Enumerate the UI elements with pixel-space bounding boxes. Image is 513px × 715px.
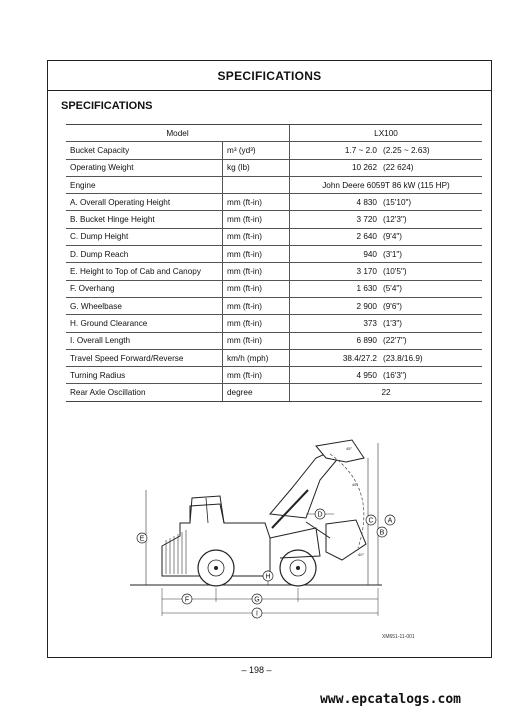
spec-value-metric: 373 [363,318,377,328]
dim-label-a: A [387,517,393,525]
section-title: SPECIFICATIONS [61,100,153,112]
spec-value [290,228,483,245]
spec-value-metric: 4 950 [356,370,377,380]
spec-value-metric: 3 170 [356,267,377,277]
spec-value-metric: 3 720 [356,215,377,225]
spec-unit: mm (ft-in) [223,367,290,384]
table-row [66,263,482,280]
table-row [66,349,482,366]
spec-unit: m³ (yd³) [223,142,290,159]
spec-item-label: D. Dump Reach [66,246,223,263]
spec-value [290,384,483,401]
spec-unit: mm (ft-in) [223,315,290,332]
spec-value-imperial: (15'10") [383,197,412,207]
spec-value [290,315,483,332]
spec-value-metric: John Deere 6059T 86 kW (115 HP) [322,180,450,190]
dim-label-b: B [379,529,385,537]
spec-unit: mm (ft-in) [223,228,290,245]
dim-label-h: H [265,573,271,581]
spec-value-metric: 10 262 [351,163,377,173]
watermark-text: www.epcatalogs.com [320,692,461,707]
spec-unit: degree [223,384,290,401]
spec-unit: mm (ft-in) [223,246,290,263]
spec-item-label: H. Ground Clearance [66,315,223,332]
table-row [66,159,482,176]
spec-value-metric: 1 630 [356,284,377,294]
spec-value [290,263,483,280]
dim-label-d: D [317,511,323,519]
spec-value [290,367,483,384]
spec-value-imperial: (12'3") [383,215,407,225]
spec-unit: kg (lb) [223,159,290,176]
spec-unit: mm (ft-in) [223,332,290,349]
spec-unit: mm (ft-in) [223,211,290,228]
spec-value-imperial: (22'7") [383,336,407,346]
angle-label-low: 40° [358,552,365,557]
spec-item-label: Travel Speed Forward/Reverse [66,349,223,366]
spec-value-imperial: (9'6") [383,301,403,311]
table-row [66,280,482,297]
angle-label-top: 45° [346,446,353,451]
spec-item-label: F. Overhang [66,280,223,297]
page-number: – 198 – [241,665,272,675]
angle-label-mid: 45° [352,482,359,487]
table-row [66,384,482,401]
spec-value-metric: 1.7 ~ 2.0 [344,145,377,155]
spec-unit: mm (ft-in) [223,263,290,280]
dim-label-f: F [184,596,190,604]
dim-label-g: G [254,596,260,604]
spec-item-label: C. Dump Height [66,228,223,245]
table-row [66,332,482,349]
spec-value-imperial: (16'3") [383,370,407,380]
spec-value-imperial: (3'1") [383,249,403,259]
spec-value [290,211,483,228]
spec-unit [223,176,290,193]
spec-value [290,159,483,176]
spec-value [290,349,483,366]
spec-value [290,332,483,349]
spec-value-metric: 38.4/27.2 [342,353,377,363]
model-value: LX100 [290,125,483,142]
table-row [66,315,482,332]
loader-boom [270,450,340,518]
table-row [66,246,482,263]
spec-value-metric: 6 890 [356,336,377,346]
spec-item-label: B. Bucket Hinge Height [66,211,223,228]
spec-item-label: Operating Weight [66,159,223,176]
spec-value [290,280,483,297]
spec-item-label: E. Height to Top of Cab and Canopy [66,263,223,280]
spec-value [290,194,483,211]
dim-label-e: E [139,535,145,543]
spec-unit: mm (ft-in) [223,194,290,211]
dim-label-i: I [256,610,258,618]
spec-value [290,297,483,314]
loader-dimension-diagram [120,428,420,633]
spec-value-metric: 2 900 [356,301,377,311]
spec-item-label: Rear Axle Oscillation [66,384,223,401]
table-header-row [66,125,482,142]
spec-value [290,246,483,263]
spec-unit: km/h (mph) [223,349,290,366]
spec-value-metric: 22 [381,388,391,398]
spec-value-imperial: (2.25 ~ 2.63) [383,145,430,155]
spec-item-label: Turning Radius [66,367,223,384]
page-header-box [47,60,492,91]
table-row [66,142,482,159]
spec-item-label: I. Overall Length [66,332,223,349]
table-row [66,211,482,228]
table-row [66,297,482,314]
spec-item-label: G. Wheelbase [66,297,223,314]
table-row [66,176,482,193]
dim-label-c: C [368,517,374,525]
table-row [66,367,482,384]
spec-item-label: A. Overall Operating Height [66,194,223,211]
spec-value-imperial: (23.8/16.9) [383,353,423,363]
spec-unit: mm (ft-in) [223,297,290,314]
spec-item-label: Bucket Capacity [66,142,223,159]
spec-value-imperial: (10'5") [383,267,407,277]
spec-unit: mm (ft-in) [223,280,290,297]
spec-value-metric: 940 [363,249,377,259]
spec-value-metric: 2 640 [356,232,377,242]
spec-value-imperial: (9'4") [383,232,403,242]
model-label: Model [66,125,290,142]
figure-caption: XM651-11-001 [382,634,415,640]
spec-value [290,142,483,159]
spec-value-imperial: (22 624) [383,163,414,173]
spec-item-label: Engine [66,176,223,193]
spec-table [66,124,482,402]
spec-value-imperial: (5'4") [383,284,403,294]
table-row [66,228,482,245]
table-row [66,194,482,211]
spec-value-metric: 4 830 [356,197,377,207]
page-header-title: SPECIFICATIONS [217,68,322,83]
spec-value-imperial: (1'3") [383,318,403,328]
spec-value [290,176,483,193]
